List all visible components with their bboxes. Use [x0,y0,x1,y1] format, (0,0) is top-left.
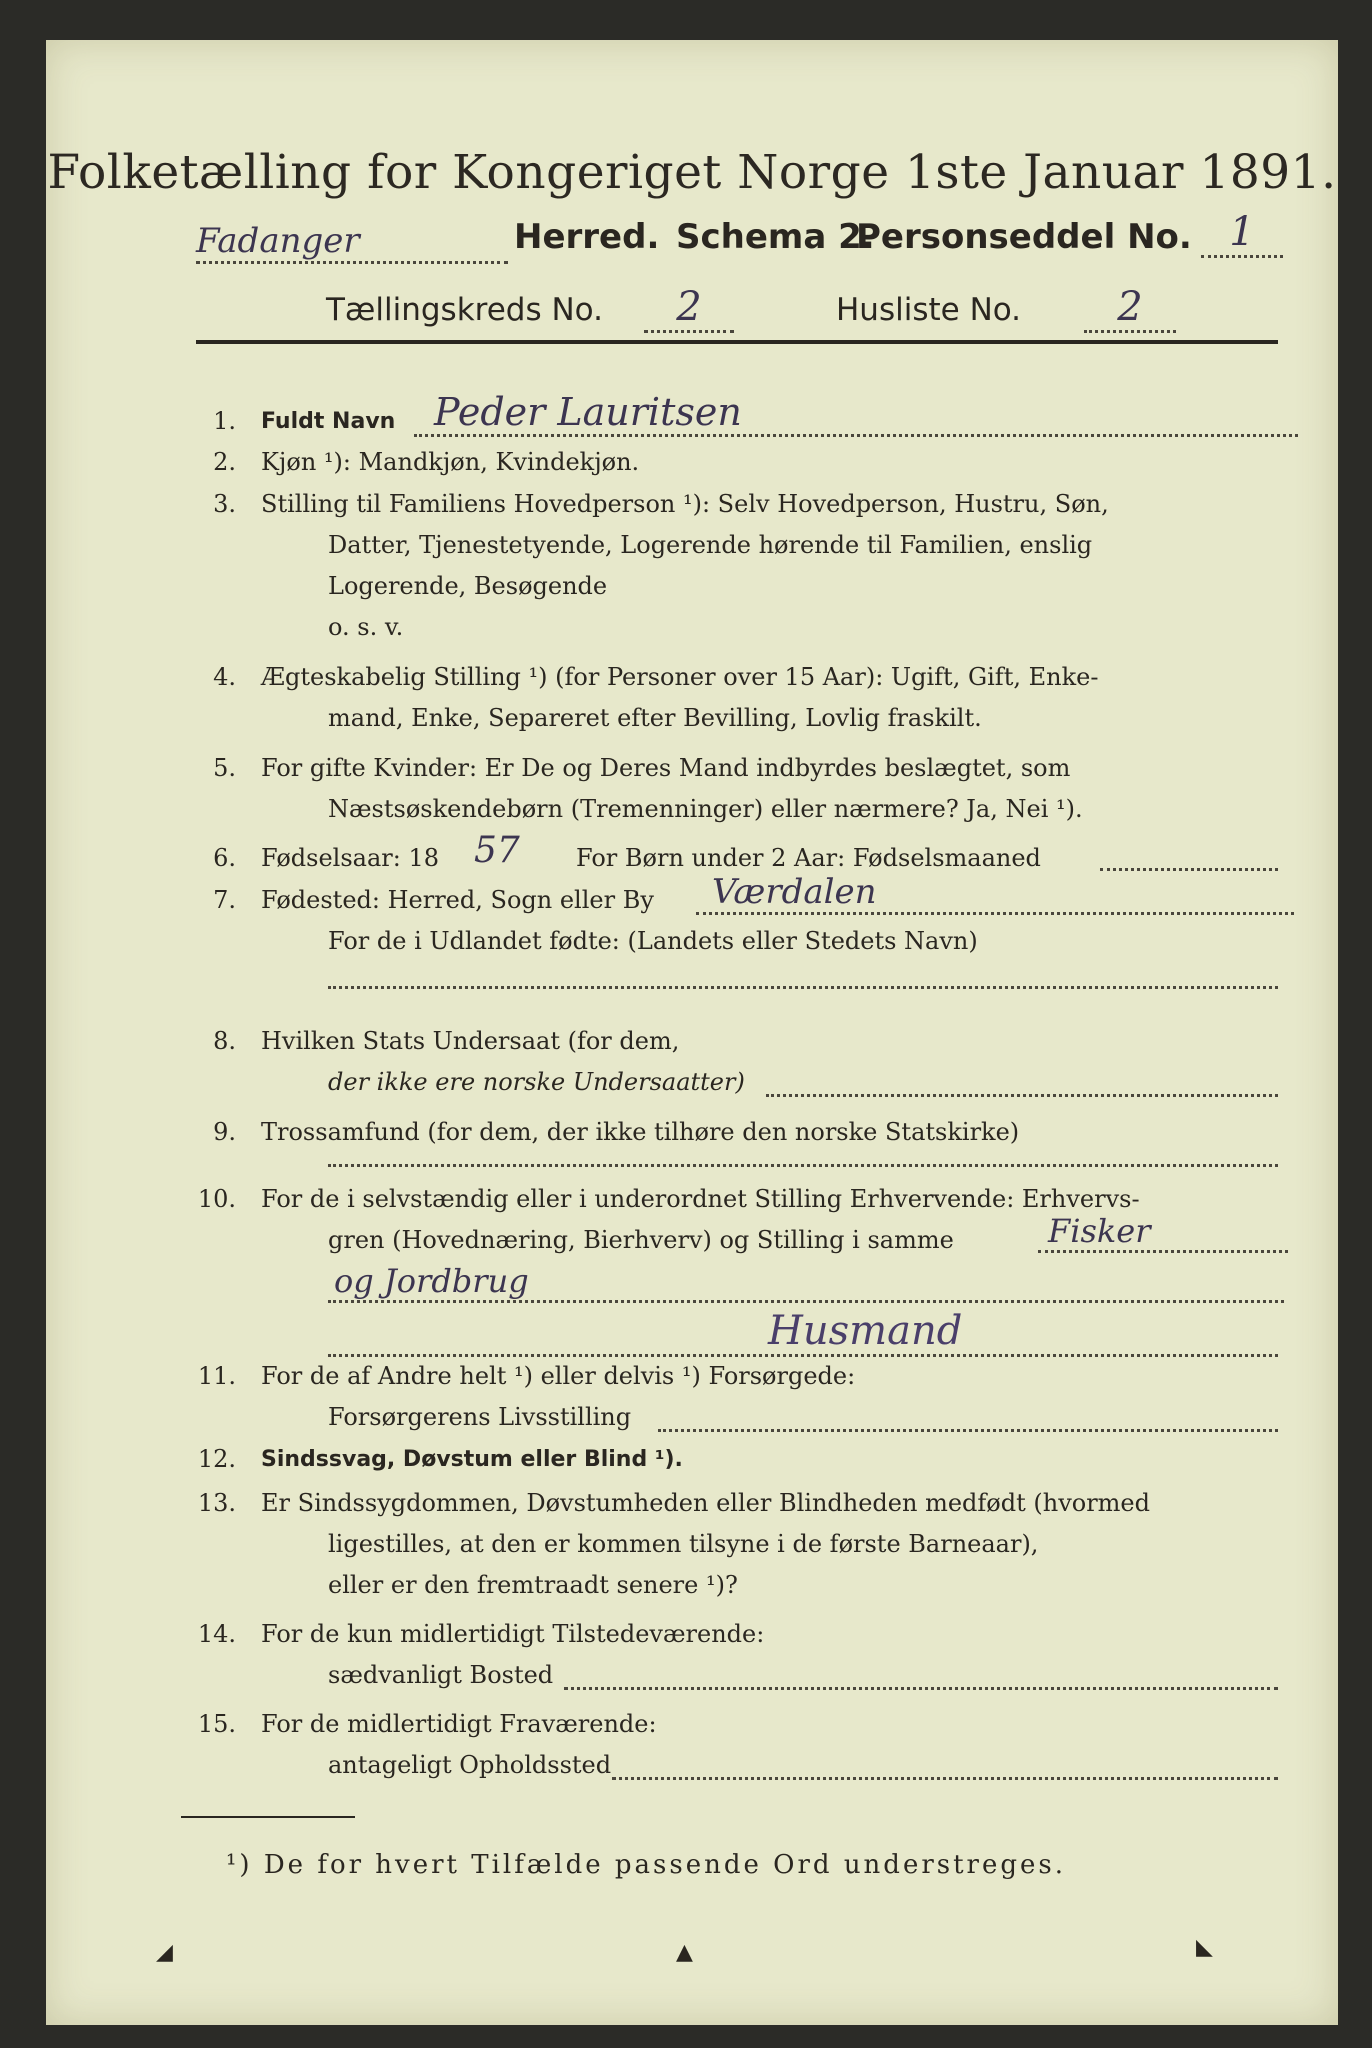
dotted-fill [564,1685,1278,1690]
item-text: sædvanligt Bosted [328,1661,554,1689]
item-text: For de af Andre helt ¹) eller delvis ¹) Forsørgede: [261,1362,856,1390]
item-number: 14. [197,1620,236,1648]
item-text: For Børn under 2 Aar: Fødselsmaaned [576,844,1041,872]
item-number: 12. [197,1445,236,1473]
item-text: Sindssvag, Døvstum eller Blind ¹). [261,1447,683,1472]
item-text: eller er den fremtraadt senere ¹)? [328,1571,738,1599]
kreds-number: 2 [644,284,734,333]
item-text: Næstsøskendebørn (Tremenninger) eller nærmere? Ja, Nei ¹). [328,795,1083,823]
footnote: ¹) De for hvert Tilfælde passende Ord understreges. [226,1850,1067,1880]
full-name-handwritten: Peder Lauritsen [414,390,1298,437]
item-text: Stilling til Familiens Hovedperson ¹): Selv Hovedperson, Hustru, Søn, [261,490,1109,518]
item-number: 9. [213,1118,236,1146]
item-text: gren (Hovednæring, Bierhverv) og Stilling i samme [328,1226,954,1254]
item-label: Fuldt Navn [261,409,396,434]
item-text: For de kun midlertidigt Tilstedeværende: [261,1620,765,1648]
herred-line [196,209,1286,275]
item-number: 10. [197,1185,236,1213]
schema-label: Schema 2. [676,217,875,257]
header-rule [196,340,1278,344]
item-number: 8. [213,1027,236,1055]
personseddel-number: 1 [1201,209,1283,258]
occupation-handwritten-line2: og Jordbrug [328,1262,1284,1303]
kreds-label: Tællingskreds No. [326,292,603,328]
center-mark-icon: ▲ [676,1940,693,1965]
item-text: der ikke ere norske Undersaatter) [328,1068,745,1096]
item-text: Logerende, Besøgende [328,572,608,600]
item-number: 1. [213,407,236,435]
item-text: Kjøn ¹): Mandkjøn, Kvindekjøn. [261,448,640,476]
item-number: 13. [197,1489,236,1517]
item-text: o. s. v. [328,613,404,641]
corner-mark-icon: ◣ [1196,1935,1213,1960]
item-text: Hvilken Stats Undersaat (for dem, [261,1027,680,1055]
item-text: For de i Udlandet fødte: (Landets eller Stedets Navn) [328,927,978,955]
dotted-fill [328,984,1278,989]
footnote-rule [181,1816,355,1818]
census-form [46,40,1338,2025]
item-text: Datter, Tjenestetyende, Logerende hørende til Familien, enslig [328,531,1093,559]
item-text: mand, Enke, Separeret efter Bevilling, Lovlig fraskilt. [328,704,982,732]
item-text: ligestilles, at den er kommen tilsyne i de første Barneaar), [328,1530,1039,1558]
husliste-label: Husliste No. [836,292,1022,328]
item-number: 7. [213,886,236,914]
dotted-fill [1100,866,1278,871]
birthplace-handwritten: Værdalen [696,872,1294,915]
item-number: 2. [213,448,236,476]
page-title: Folketælling for Kongeriget Norge 1ste Januar 1891. [47,145,1337,200]
item-text: For de midlertidigt Fraværende: [261,1710,657,1738]
corner-mark-icon: ◢ [156,1940,173,1965]
item-number: 6. [213,844,236,872]
item-number: 15. [197,1710,236,1738]
birth-year-handwritten: 57 [474,830,520,871]
item-text: Fødselsaar: 18 [261,844,440,872]
item-number: 3. [213,490,236,518]
item-number: 5. [213,754,236,782]
item-text: Er Sindssygdommen, Døvstumheden eller Blindheden medfødt (hvormed [261,1489,1150,1517]
item-text: Trossamfund (for dem, der ikke tilhøre den norske Statskirke) [261,1118,1020,1146]
occupation-handwritten-line3: Husmand [328,1308,1278,1357]
occupation-handwritten: Fisker [1038,1212,1288,1253]
item-number: 11. [197,1362,236,1390]
dotted-fill [766,1092,1278,1097]
item-text: Ægteskabelig Stilling ¹) (for Personer over 15 Aar): Ugift, Gift, Enke- [261,663,1099,691]
husliste-number: 2 [1084,284,1176,333]
item-text: antageligt Opholdssted [328,1751,612,1779]
item-text: For gifte Kvinder: Er De og Deres Mand indbyrdes beslægtet, som [261,754,1071,782]
dotted-fill [328,1162,1278,1167]
item-text: For de i selvstændig eller i underordnet Stilling Erhvervende: Erhvervs- [261,1185,1140,1213]
personseddel-label: Personseddel No. [856,217,1192,257]
herred-handwritten: Fadanger [196,221,508,264]
herred-label: Herred. [514,217,660,257]
dotted-fill [658,1427,1278,1432]
item-text: Fødested: Herred, Sogn eller By [261,886,654,914]
item-text: Forsørgerens Livsstilling [328,1403,632,1431]
item-number: 4. [213,663,236,691]
dotted-fill [612,1775,1278,1780]
